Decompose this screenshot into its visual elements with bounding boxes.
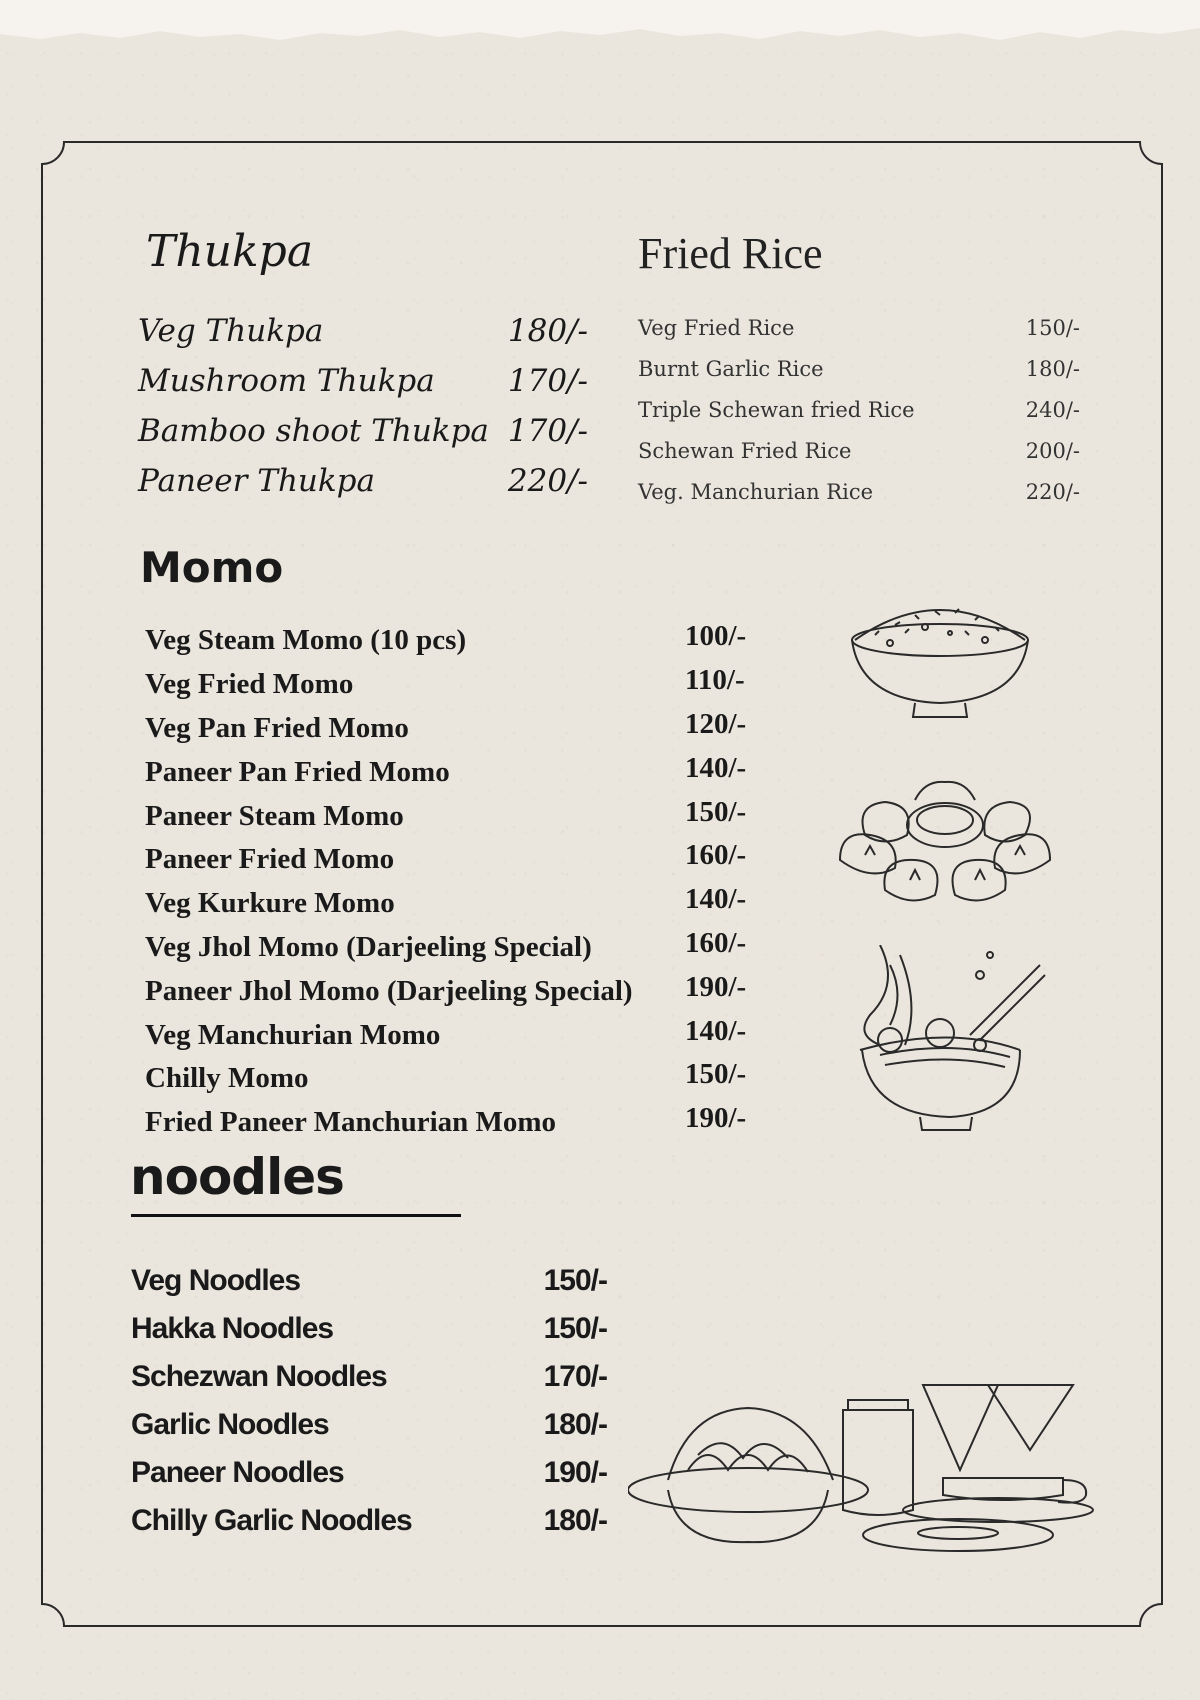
item-name: Bamboo shoot Thukpa: [138, 413, 489, 449]
item-name: Schewan Fried Rice: [638, 439, 852, 463]
momo-item-name: Veg Fried Momo: [145, 668, 354, 700]
item-name: Paneer Noodles: [131, 1456, 344, 1489]
item-price: 170/-: [507, 363, 588, 399]
noodles-item: [131, 1312, 607, 1346]
item-name: Veg Noodles: [131, 1264, 301, 1297]
item-name: Garlic Noodles: [131, 1408, 329, 1441]
item-name: Veg Fried Rice: [638, 316, 795, 340]
momo-item-name: Paneer Pan Fried Momo: [145, 756, 450, 788]
item-name: Paneer Thukpa: [138, 463, 375, 499]
meal-spread-icon: [628, 1380, 1108, 1560]
item-name: Veg Thukpa: [138, 313, 324, 349]
item-name: Veg. Manchurian Rice: [638, 480, 874, 504]
item-price: 180/-: [543, 1408, 607, 1441]
momo-item-price: 120/-: [685, 708, 747, 740]
momo-item-price: 190/-: [685, 971, 747, 1003]
momo-item-name: Paneer Steam Momo: [145, 800, 404, 832]
momo-item-price: 140/-: [685, 752, 747, 784]
momo-item-name: Veg Steam Momo (10 pcs): [145, 624, 467, 656]
fried-rice-item: [638, 316, 1080, 340]
noodles-underline-divider: [131, 1214, 461, 1217]
thukpa-section-title: Thukpa: [146, 226, 314, 277]
fried-rice-item: [638, 398, 1080, 422]
momo-item-name: Paneer Fried Momo: [145, 843, 395, 875]
item-price: 240/-: [1025, 398, 1080, 422]
fried-rice-item: [638, 357, 1080, 381]
noodles-item: [131, 1264, 607, 1298]
item-name: Burnt Garlic Rice: [638, 357, 824, 381]
momo-item-name: Chilly Momo: [145, 1062, 309, 1094]
thukpa-item: [138, 363, 588, 399]
noodles-section-title: noodles: [130, 1148, 344, 1206]
momo-item-name: Fried Paneer Manchurian Momo: [145, 1106, 557, 1138]
momo-section-title: Momo: [140, 543, 284, 592]
item-name: Chilly Garlic Noodles: [131, 1504, 412, 1537]
momo-item-name: Veg Manchurian Momo: [145, 1019, 441, 1051]
item-price: 220/-: [1025, 480, 1080, 504]
item-price: 220/-: [507, 463, 588, 499]
momo-item-price: 160/-: [685, 927, 747, 959]
noodles-item: [131, 1360, 607, 1394]
fried-rice-section-title: Fried Rice: [638, 229, 823, 278]
item-name: Mushroom Thukpa: [138, 363, 435, 399]
thukpa-item: [138, 413, 588, 449]
momo-item-price: 150/-: [685, 796, 747, 828]
momo-plate-icon: [835, 780, 1055, 920]
noodles-item: [131, 1504, 607, 1538]
momo-item-price: 140/-: [685, 1015, 747, 1047]
rice-bowl-icon: [845, 585, 1035, 735]
item-name: Hakka Noodles: [131, 1312, 334, 1345]
item-price: 170/-: [507, 413, 588, 449]
item-name: Schezwan Noodles: [131, 1360, 387, 1393]
item-price: 180/-: [1025, 357, 1080, 381]
item-price: 190/-: [543, 1456, 607, 1489]
momo-item-name: Veg Kurkure Momo: [145, 887, 395, 919]
noodle-bowl-icon: [850, 945, 1050, 1135]
item-price: 150/-: [543, 1264, 607, 1297]
item-price: 170/-: [543, 1360, 607, 1393]
momo-item-price: 110/-: [685, 664, 745, 696]
momo-item-name: Veg Pan Fried Momo: [145, 712, 409, 744]
torn-paper-edge: [0, 0, 1200, 60]
item-price: 200/-: [1025, 439, 1080, 463]
item-price: 180/-: [543, 1504, 607, 1537]
momo-item-price: 190/-: [685, 1102, 747, 1134]
momo-item-price: 140/-: [685, 883, 747, 915]
item-price: 180/-: [507, 313, 588, 349]
thukpa-item: [138, 313, 588, 349]
item-price: 150/-: [1025, 316, 1080, 340]
momo-item-price: 150/-: [685, 1058, 747, 1090]
item-name: Triple Schewan fried Rice: [638, 398, 915, 422]
fried-rice-item: [638, 480, 1080, 504]
momo-item-price: 160/-: [685, 839, 747, 871]
momo-item-name: Veg Jhol Momo (Darjeeling Special): [145, 931, 592, 963]
momo-item-name: Paneer Jhol Momo (Darjeeling Special): [145, 975, 633, 1007]
noodles-item: [131, 1456, 607, 1490]
item-price: 150/-: [543, 1312, 607, 1345]
thukpa-item: [138, 463, 588, 499]
momo-item-price: 100/-: [685, 620, 747, 652]
fried-rice-item: [638, 439, 1080, 463]
noodles-item: [131, 1408, 607, 1442]
